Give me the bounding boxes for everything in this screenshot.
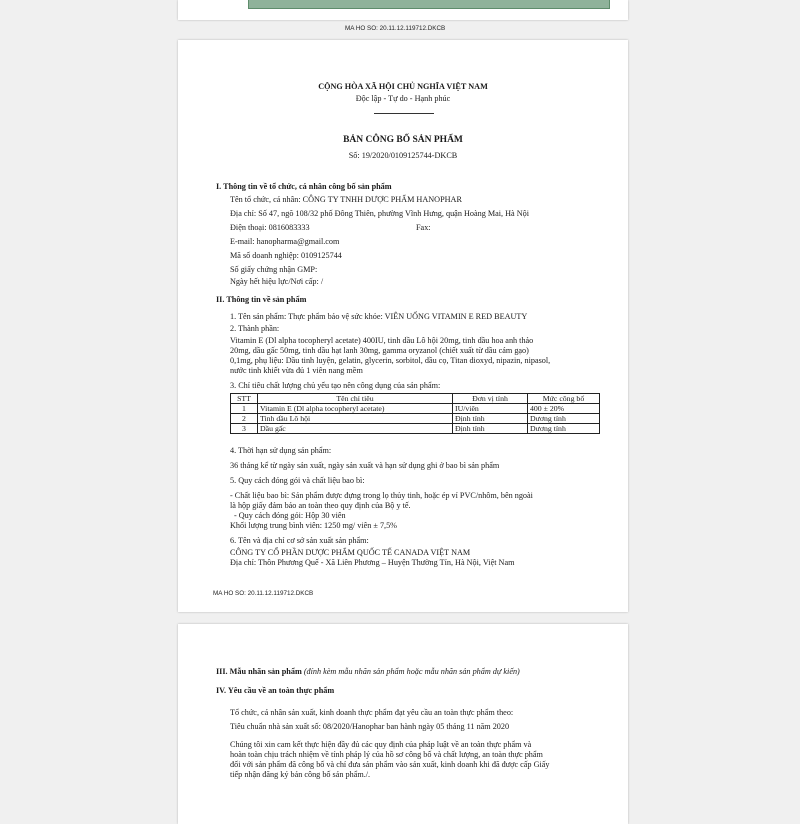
quality-criteria-table: [230, 393, 600, 434]
packaging-label: 5. Quy cách đóng gói và chất liệu bao bì:: [230, 476, 365, 485]
section-3-title: III. Mẫu nhãn sản phẩm: [216, 667, 302, 676]
document-page-next: [178, 624, 628, 824]
section-2-heading: II. Thông tin về sản phẩm: [216, 295, 307, 304]
packaging-spec: - Quy cách đóng gói: Hộp 30 viên: [234, 511, 346, 520]
table-row: [231, 414, 600, 424]
manufacturer-label: 6. Tên và địa chỉ cơ sở sản xuất sản phẩm:: [230, 536, 369, 545]
quality-criteria-label: 3. Chỉ tiêu chất lượng chủ yếu tạo nên công dụng của sản phẩm:: [230, 381, 441, 390]
table-header-cell: Mức công bố: [528, 394, 600, 404]
commitment-line-2: hoàn toàn chịu trách nhiệm về tính pháp lý của hồ sơ công bố và chất lượng, an toàn thực phẩm: [230, 750, 543, 759]
ingredients-line-3: 0,1mg, phụ liệu: Dầu tinh luyện, gelatin, glycerin, sorbitol, dầu cọ, Titan dioxyd, nipazin, nipasol,: [230, 356, 551, 365]
section-3-note: (đính kèm mẫu nhãn sản phẩm hoặc mẫu nhãn sản phẩm dự kiến): [303, 667, 520, 676]
org-gmp: Số giấy chứng nhận GMP:: [230, 265, 318, 274]
ingredients-line-4: nước tinh khiết vừa đủ 1 viên nang mềm: [230, 366, 363, 375]
commitment-line-4: tiếp nhận đăng ký bản công bố sản phẩm./.: [230, 770, 371, 779]
motto: Độc lập - Tự do - Hạnh phúc: [355, 94, 451, 103]
ma-ho-so-top: MA HO SO: 20.11.12.119712.DKCB: [345, 25, 446, 32]
table-cell: 1: [231, 404, 258, 414]
table-cell: Tinh dầu Lô hội: [258, 414, 453, 424]
table-cell: Định tính: [453, 414, 528, 424]
table-row: [231, 404, 600, 414]
document-title: BẢN CÔNG BỐ SẢN PHẨM: [343, 135, 463, 145]
org-fax: Fax:: [416, 223, 431, 232]
ingredients-line-1: Vitamin E (Dl alpha tocopheryl acetate) 400IU, tinh dầu Lô hội 20mg, tinh dầu hoa anh thảo: [230, 336, 534, 345]
safety-line-1: Tổ chức, cá nhân sản xuất, kinh doanh thực phẩm đạt yêu cầu an toàn thực phẩm theo:: [230, 708, 514, 717]
safety-line-2: Tiêu chuẩn nhà sản xuất số: 08/2020/Hanophar ban hành ngày 05 tháng 11 năm 2020: [230, 722, 510, 731]
table-cell: Vitamin E (Dl alpha tocopheryl acetate): [258, 404, 453, 414]
table-cell: 2: [231, 414, 258, 424]
section-4-heading: IV. Yêu cầu về an toàn thực phẩm: [216, 686, 335, 695]
table-cell: Dầu gấc: [258, 424, 453, 434]
manufacturer-address: Địa chỉ: Thôn Phương Quế - Xã Liên Phương – Huyện Thường Tín, Hà Nội, Việt Nam: [230, 558, 515, 567]
org-gmp-expiry: Ngày hết hiệu lực/Nơi cấp: /: [230, 277, 324, 286]
document-number: Số: 19/2020/0109125744-DKCB: [348, 151, 458, 160]
commitment-line-1: Chúng tôi xin cam kết thực hiện đầy đủ các quy định của pháp luật về an toàn thực phẩm và: [230, 740, 532, 749]
national-title: CỘNG HÒA XÃ HỘI CHỦ NGHĨA VIỆT NAM: [318, 82, 488, 91]
table-header-cell: Đơn vị tính: [453, 394, 528, 404]
document-page-previous: [178, 0, 628, 20]
table-header-cell: Tên chỉ tiêu: [258, 394, 453, 404]
commitment-line-3: đối với sản phẩm đã công bố và chỉ đưa sản phẩm vào sản xuất, kinh doanh khi đã được cấp Giấy: [230, 760, 550, 769]
manufacturer-name: CÔNG TY CỔ PHẦN DƯỢC PHẨM QUỐC TẾ CANADA VIỆT NAM: [230, 548, 471, 557]
table-cell: Dương tính: [528, 414, 600, 424]
shelf-life-value: 36 tháng kể từ ngày sản xuất, ngày sản xuất và hạn sử dụng ghi ở bao bì sản phẩm: [230, 461, 500, 470]
ingredients-line-2: 20mg, dầu gấc 50mg, tinh dầu hạt lanh 30mg, gamma oryzanol (chiết xuất từ dầu cám gạo): [230, 346, 529, 355]
packaging-material-1: - Chất liệu bao bì: Sản phẩm được đựng trong lọ thủy tinh, hoặc ép vỉ PVC/nhôm, bên ngoài: [230, 491, 533, 500]
ma-ho-so-bottom: MA HO SO: 20.11.12.119712.DKCB: [213, 590, 314, 597]
average-weight: Khối lượng trung bình viên: 1250 mg/ viên ± 7,5%: [230, 521, 397, 530]
section-3-heading: [216, 667, 520, 677]
table-cell: Dương tính: [528, 424, 600, 434]
packaging-material-2: là hộp giấy đảm bảo an toàn theo quy định của Bộ y tế.: [230, 501, 411, 510]
section-1-heading: I. Thông tin về tổ chức, cá nhân công bố sản phẩm: [216, 182, 392, 191]
shelf-life-label: 4. Thời hạn sử dụng sản phẩm:: [230, 446, 332, 455]
product-name: 1. Tên sản phẩm: Thực phẩm bảo vệ sức khỏe: VIÊN UỐNG VITAMIN E RED BEAUTY: [230, 312, 528, 321]
table-cell: IU/viên: [453, 404, 528, 414]
document-page-main: [178, 40, 628, 612]
stamp-image: [248, 0, 610, 9]
table-cell: Định tính: [453, 424, 528, 434]
org-name: Tên tổ chức, cá nhân: CÔNG TY TNHH DƯỢC PHẨM HANOPHAR: [230, 195, 462, 204]
table-row: [231, 424, 600, 434]
table-cell: 400 ± 20%: [528, 404, 600, 414]
table-header-cell: STT: [231, 394, 258, 404]
table-header-row: [231, 394, 600, 404]
org-email: E-mail: hanopharma@gmail.com: [230, 237, 340, 246]
org-tax-code: Mã số doanh nghiệp: 0109125744: [230, 251, 342, 260]
motto-divider: [374, 113, 434, 114]
ingredients-label: 2. Thành phần:: [230, 324, 280, 333]
org-address: Địa chỉ: Số 47, ngõ 108/32 phố Đông Thiên, phường Vĩnh Hưng, quận Hoàng Mai, Hà Nội: [230, 209, 529, 218]
table-cell: 3: [231, 424, 258, 434]
org-phone: Điện thoại: 0816083333: [230, 223, 310, 232]
